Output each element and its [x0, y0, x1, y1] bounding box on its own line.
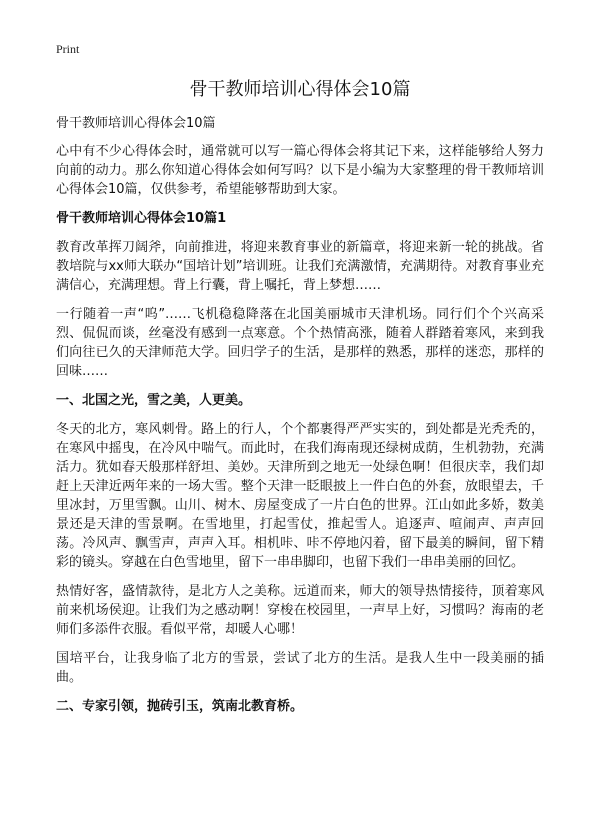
document-subtitle: 骨干教师培训心得体会10篇 — [56, 116, 216, 131]
section-1-heading: 一、北国之光，雪之美，人更美。 — [56, 393, 252, 408]
section-2-heading: 二、专家引领，抛砖引玉，筑南北教育桥。 — [56, 699, 304, 714]
page-title: 骨干教师培训心得体会10篇 — [189, 79, 411, 100]
body-paragraph-1: 教育改革挥刀阔斧，向前推进，将迎来教育事业的新篇章，将迎来新一轮的挑战。省教培院与xx师大联办“国培计划”培训班。让我们充满激情，充满期待。对教育事业充满信心，充满理想。背上行囊，背上嘱托，背上梦想…… — [56, 240, 544, 293]
section-1-paragraph-3: 国培平台，让我身临了北方的雪景，尝试了北方的生活。是我人生中一段美丽的插曲。 — [56, 651, 544, 685]
section-1-paragraph-2: 热情好客，盛情款待，是北方人之美称。远道而来，师大的领导热情接待，顶着寒风前来机场侯迎。让我们为之感动啊！穿梭在校园里，一声早上好，习惯吗？海南的老师们多添件衣服。看似平常，却暖人心哪！ — [56, 584, 544, 637]
body-paragraph-2: 一行随着一声“呜”……飞机稳稳降落在北国美丽城市天津机场。同行们个个兴高采烈、侃侃而谈，丝毫没有感到一点寒意。个个热情高涨，随着人群踏着寒风，来到我们向往已久的天津师范大学。回归学子的生活，是那样的熟悉，那样的迷恋，那样的回味…… — [56, 307, 544, 379]
section-1-paragraph-1: 冬天的北方，寒风刺骨。路上的行人，个个都裹得严严实实的，到处都是光秃秃的，在寒风中摇曳，在冷风中喘气。而此时，在我们海南现还绿树成荫，生机勃勃，充满活力。犹如春天般那样舒坦、美妙。天津所到之地无一处绿色啊！但很庆幸，我们却赶上天津近两年来的一场大雪。整个天津一眨眼披上一件白色的外套，放眼望去，千里冰封，万里雪飘。山川、树木、房屋变成了一片白色的世界。江山如此多娇，数美景还是天津的雪景啊。在雪地里，打起雪仗，推起雪人。追逐声、喧闹声、声声回荡。冷风声、飘雪声，声声入耳。相机咔、咔不停地闪着，留下最美的瞬间，留下精彩的镜头。穿越在白色雪地里，留下一串串脚印，也留下我们一串串美丽的回忆。 — [56, 422, 544, 570]
intro-paragraph: 心中有不少心得体会时，通常就可以写一篇心得体会将其记下来，这样能够给人努力向前的动力。那么你知道心得体会如何写吗？以下是小编为大家整理的骨干教师培训心得体会10篇，仅供参考，希望能够帮助到大家。 — [56, 144, 544, 197]
article-heading: 骨干教师培训心得体会10篇1 — [56, 211, 227, 226]
print-link[interactable]: Print — [56, 42, 80, 56]
